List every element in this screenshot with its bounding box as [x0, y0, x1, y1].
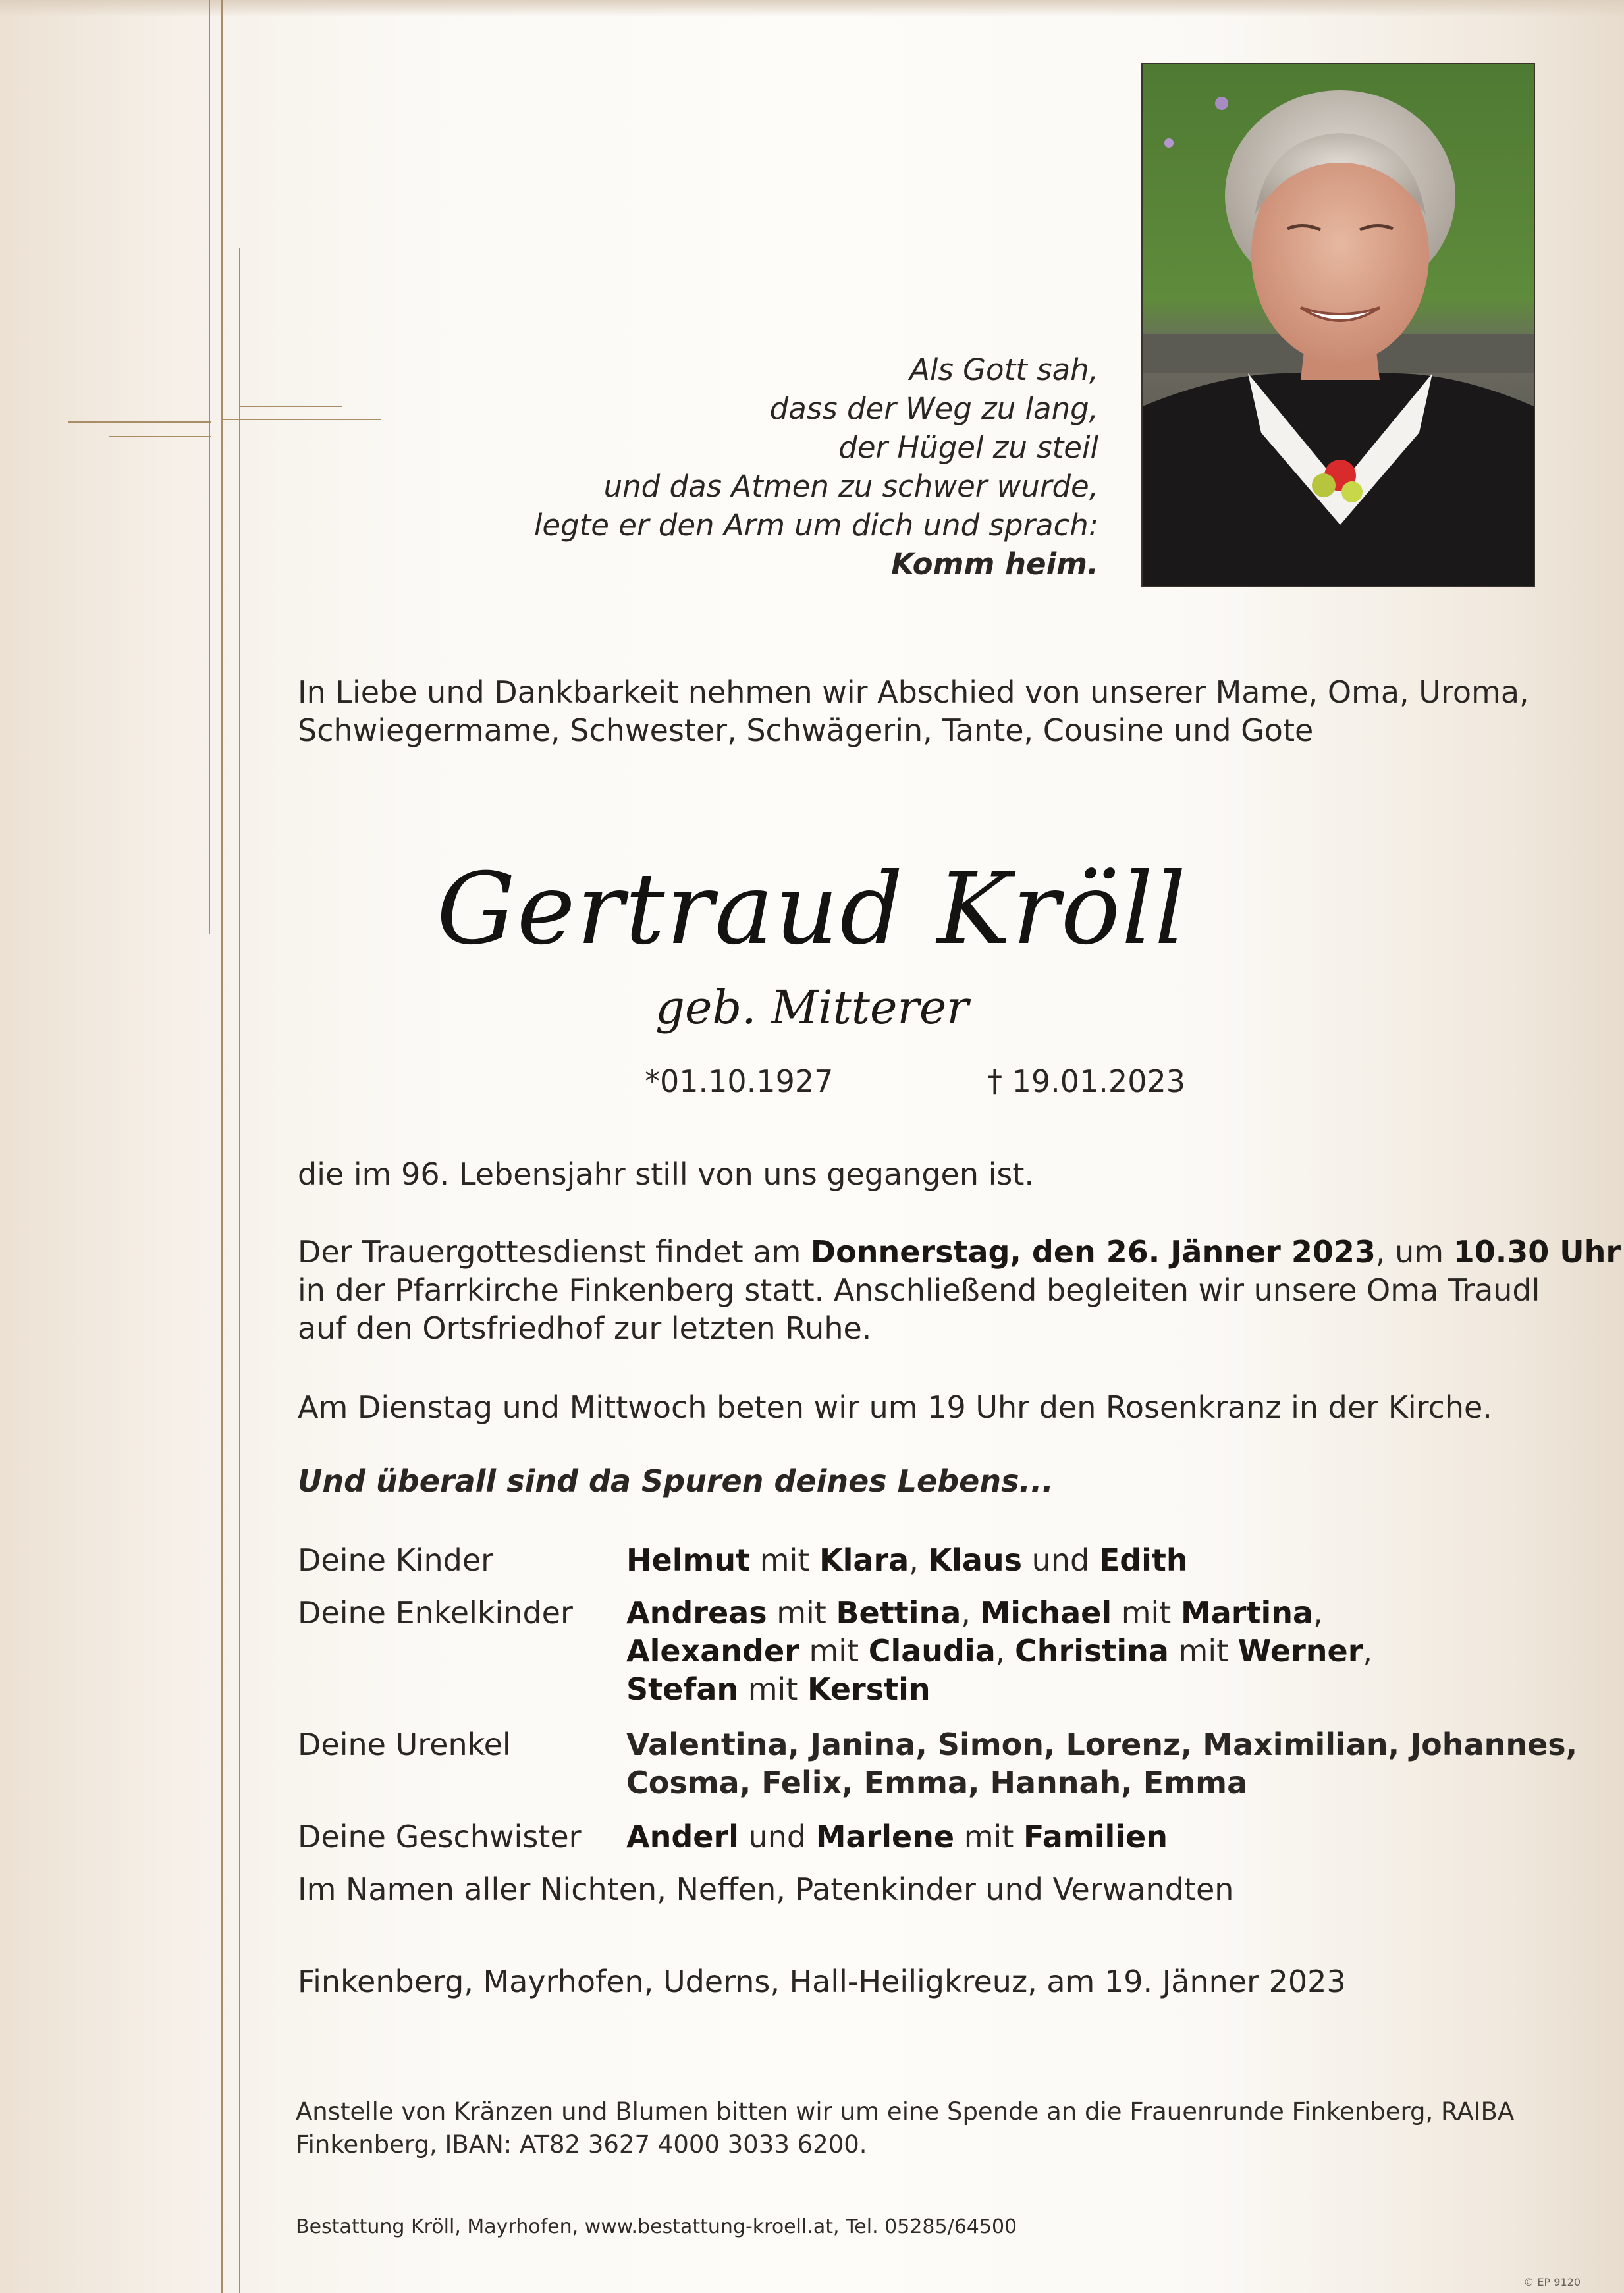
undertaker-info: Bestattung Kröll, Mayrhofen, www.bestattung-kroell.at, Tel. 05285/64500: [296, 2215, 1017, 2238]
connector: ,: [909, 1542, 929, 1578]
person-name: Klaus: [928, 1542, 1023, 1578]
donation-text: [296, 2095, 1514, 2161]
poem-line: legte er den Arm um dich und sprach:: [533, 508, 1098, 543]
connector: und: [1022, 1542, 1099, 1578]
service-fragment: Der Trauergottesdienst findet am: [298, 1234, 811, 1270]
connector: ,: [1313, 1595, 1323, 1631]
connector: mit: [750, 1542, 820, 1578]
service-time: 10.30 Uhr: [1453, 1234, 1621, 1270]
death-date: † 19.01.2023: [987, 1064, 1185, 1099]
person-name: Anderl: [626, 1819, 739, 1854]
family-line: [626, 1632, 1372, 1670]
donation-line: Anstelle von Kränzen und Blumen bitten wir um eine Spende an die Frauenrunde Finkenberg, RAIBA: [296, 2097, 1515, 2126]
person-name: Marlene: [815, 1819, 955, 1854]
connector: mit: [799, 1633, 869, 1669]
person-name: Christina: [1015, 1633, 1169, 1669]
connector: ,: [995, 1633, 1015, 1669]
family-names-siblings: [626, 1818, 1168, 1856]
intro-text: [298, 673, 1529, 749]
person-name: Andreas: [626, 1595, 767, 1631]
person-name: Bettina: [836, 1595, 961, 1631]
portrait-photo: [1141, 63, 1535, 587]
family-line: [626, 1594, 1372, 1632]
poem-line: dass der Weg zu lang,: [769, 391, 1098, 426]
rosary-text: Am Dienstag und Mittwoch beten wir um 19 Uhr den Rosenkranz in der Kirche.: [298, 1389, 1492, 1425]
print-code: © EP 9120: [1523, 2276, 1581, 2288]
connector: mit: [954, 1819, 1023, 1854]
connector: und: [738, 1819, 816, 1854]
intro-line: In Liebe und Dankbarkeit nehmen wir Abschied von unserer Mame, Oma, Uroma,: [298, 674, 1529, 710]
person-name: Edith: [1098, 1542, 1188, 1578]
family-line: [626, 1670, 1372, 1708]
connector: mit: [767, 1595, 836, 1631]
person-name: Alexander: [626, 1633, 799, 1669]
person-name: Kerstin: [807, 1671, 931, 1707]
deceased-name: Gertraud Kröll: [436, 852, 1188, 967]
connector: mit: [1112, 1595, 1181, 1631]
poem-line: und das Atmen zu schwer wurde,: [603, 469, 1098, 504]
family-names-great-grandchildren: [626, 1725, 1577, 1802]
person-name: Familien: [1023, 1819, 1168, 1854]
family-names-grandchildren: [626, 1594, 1372, 1708]
service-line: in der Pfarrkirche Finkenberg statt. Anschließend begleiten wir unsere Oma Traudl: [298, 1272, 1540, 1308]
poem-closing: Komm heim.: [891, 547, 1098, 581]
service-line: auf den Ortsfriedhof zur letzten Ruhe.: [298, 1310, 872, 1346]
person-name: Helmut: [626, 1542, 751, 1578]
poem-line: der Hügel zu steil: [838, 430, 1098, 465]
paper-edge: [0, 0, 1624, 17]
family-line: Cosma, Felix, Emma, Hannah, Emma: [626, 1765, 1248, 1800]
poem: [308, 350, 1098, 583]
relatives-text: Im Namen aller Nichten, Neffen, Patenkinder und Verwandten: [298, 1872, 1234, 1907]
person-name: Werner: [1237, 1633, 1363, 1669]
connector: mit: [1168, 1633, 1238, 1669]
connector: ,: [961, 1595, 981, 1631]
person-name: Michael: [980, 1595, 1112, 1631]
family-line: Valentina, Janina, Simon, Lorenz, Maximilian, Johannes,: [626, 1727, 1578, 1762]
intro-line: Schwiegermame, Schwester, Schwägerin, Tante, Cousine und Gote: [298, 713, 1314, 748]
person-name: Claudia: [868, 1633, 996, 1669]
service-text: [298, 1233, 1621, 1347]
family-names-children: [626, 1541, 1188, 1579]
donation-line: Finkenberg, IBAN: AT82 3627 4000 3033 6200.: [296, 2130, 867, 2159]
service-line: [298, 1233, 1621, 1271]
family-label-children: Deine Kinder: [298, 1542, 494, 1578]
poem-line: Als Gott sah,: [909, 352, 1098, 387]
maiden-name: geb. Mitterer: [655, 981, 969, 1035]
motto: Und überall sind da Spuren deines Lebens...: [298, 1463, 1054, 1499]
place-date: Finkenberg, Mayrhofen, Uderns, Hall-Heiligkreuz, am 19. Jänner 2023: [298, 1964, 1346, 1999]
service-fragment: , um: [1375, 1234, 1453, 1270]
family-label-grandchildren: Deine Enkelkinder: [298, 1595, 573, 1631]
birth-date: *01.10.1927: [645, 1064, 834, 1099]
service-day: Donnerstag, den 26. Jänner 2023: [810, 1234, 1376, 1270]
family-label-great-grandchildren: Deine Urenkel: [298, 1727, 511, 1762]
family-label-siblings: Deine Geschwister: [298, 1819, 582, 1854]
passing-text: die im 96. Lebensjahr still von uns gegangen ist.: [298, 1156, 1035, 1192]
connector: ,: [1363, 1633, 1373, 1669]
person-name: Klara: [819, 1542, 909, 1578]
person-name: Martina: [1180, 1595, 1314, 1631]
person-name: Stefan: [626, 1671, 739, 1707]
connector: mit: [738, 1671, 807, 1707]
